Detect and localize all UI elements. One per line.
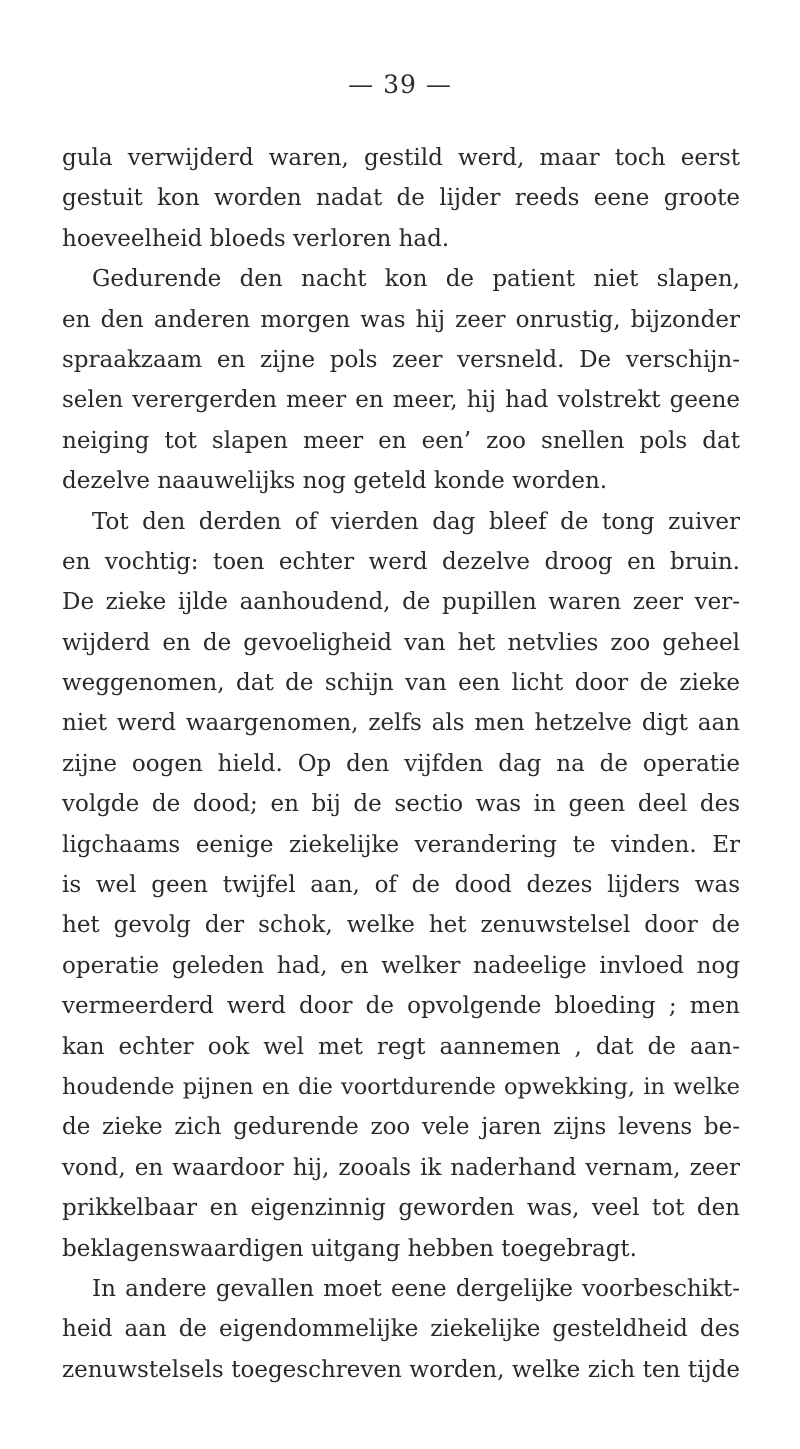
text-line: dezelve naauwelijks nog geteld konde worden. xyxy=(62,468,608,495)
text-line: het gevolg der schok, welke het zenuwstelsel door de xyxy=(62,912,740,939)
text-line: niet werd waargenomen, zelfs als men hetzelve digt aan xyxy=(62,710,740,737)
text-line: operatie geleden had, en welker nadeelige invloed nog xyxy=(62,952,740,979)
page-number: — 39 — xyxy=(348,70,452,99)
text-line: en den anderen morgen was hij zeer onrustig, bijzonder xyxy=(62,306,740,333)
text-line: zijne oogen hield. Op den vijfden dag na de operatie xyxy=(62,750,740,777)
text-line: houdende pijnen en die voortdurende opwekking, in welke xyxy=(62,1073,740,1100)
text-line: kan echter ook wel met regt aannemen , dat de aan- xyxy=(62,1033,740,1060)
text-line: is wel geen twijfel aan, of de dood dezes lijders was xyxy=(62,872,740,899)
text-line: zenuwstelsels toegeschreven worden, welke zich ten tijde xyxy=(62,1356,740,1383)
text-line: heid aan de eigendommelijke ziekelijke gesteldheid des xyxy=(62,1316,740,1343)
text-line: neiging tot slapen meer en een’ zoo snellen pols dat xyxy=(62,427,740,454)
text-line: beklagenswaardigen uitgang hebben toegebragt. xyxy=(62,1235,637,1262)
text-line: spraakzaam en zijne pols zeer versneld. De verschijn- xyxy=(62,346,740,373)
text-line: volgde de dood; en bij de sectio was in geen deel des xyxy=(62,791,740,818)
body-text xyxy=(62,138,740,1390)
text-line: prikkelbaar en eigenzinnig geworden was, veel tot den xyxy=(62,1195,740,1222)
text-line: gestuit kon worden nadat de lijder reeds eene groote xyxy=(62,185,740,212)
text-line: vond, en waardoor hij, zooals ik naderhand vernam, zeer xyxy=(62,1154,740,1181)
text-line: wijderd en de gevoeligheid van het netvlies zoo geheel xyxy=(62,629,740,656)
text-line: de zieke zich gedurende zoo vele jaren zijns levens be- xyxy=(62,1114,740,1141)
text-line: gula verwijderd waren, gestild werd, maar toch eerst xyxy=(62,145,740,171)
text-line: hoeveelheid bloeds verloren had. xyxy=(62,225,450,252)
text-line: In andere gevallen moet eene dergelijke voorbeschikt- xyxy=(92,1275,740,1302)
text-line: De zieke ijlde aanhoudend, de pupillen waren zeer ver- xyxy=(62,589,740,616)
text-line: vermeerderd werd door de opvolgende bloeding ; men xyxy=(62,993,740,1020)
text-line: ligchaams eenige ziekelijke verandering te vinden. Er xyxy=(62,831,740,858)
text-line: weggenomen, dat de schijn van een licht door de zieke xyxy=(62,670,740,697)
text-line: Tot den derden of vierden dag bleef de tong zuiver xyxy=(92,508,740,535)
text-line: en vochtig: toen echter werd dezelve droog en bruin. xyxy=(62,548,740,575)
text-line: selen verergerden meer en meer, hij had volstrekt geene xyxy=(62,387,740,414)
text-line: Gedurende den nacht kon de patient niet slapen, xyxy=(92,266,740,293)
